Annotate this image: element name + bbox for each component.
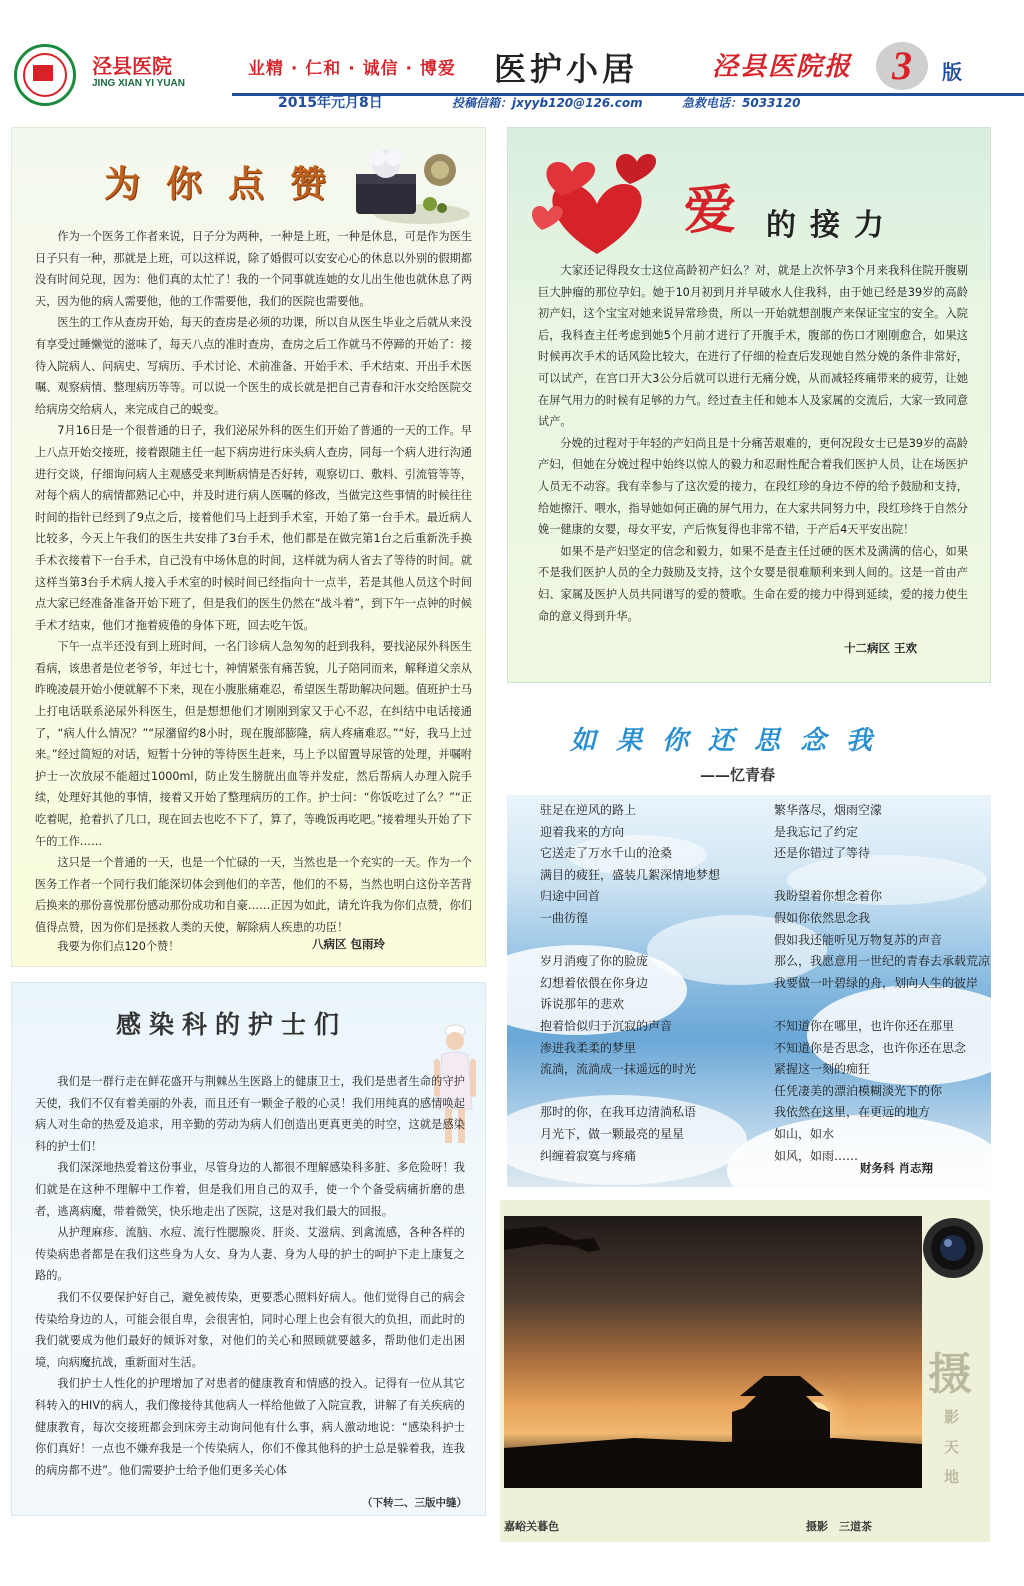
poem-line: 满目的疲狂，盛装几絮深情地梦想 bbox=[540, 867, 721, 882]
poem-line: 我要做一叶碧绿的舟，划向人生的彼岸 bbox=[774, 975, 979, 990]
article-closing: 我要为你们点120个赞！ bbox=[57, 940, 180, 953]
section-title: 医护小居 bbox=[494, 50, 639, 88]
paragraph: 我们护士人性化的护理增加了对患者的健康教育和情感的投入。记得有一位从其它科转入的HIV的病人，我们像接待其他病人一样给他做了入院宣教，讲解了有关疾病的健康教育，每次交接班都会到床旁主动询问他有什么事，病人激动地说：“感染科护士你们真好！一点也不嫌弃我是一个传染病人，你们不像其他科的护士总是躲着我，连我的病房都不进”。他们需要护士给予他们更多关心体 bbox=[35, 1377, 465, 1477]
poem-line bbox=[774, 865, 990, 887]
poem-line: 幻想着依偎在你身边 bbox=[540, 975, 649, 990]
article-body bbox=[35, 226, 472, 939]
poem-line: 假如你依然思念我 bbox=[774, 910, 871, 925]
page-suffix: 版 bbox=[942, 60, 962, 84]
paragraph: 如果不是产妇坚定的信念和毅力，如果不是查主任过硬的医术及满满的信心，如果不是我们医护人员的全力鼓励及支持，这个女婴是很难顺利来到人间的。这是一首由产妇、家属及医护人员共同谱写的爱的赞歌。生命在爱的接力中得到延续，爱的接力使生命的意义得到升华。 bbox=[538, 544, 968, 623]
gift-box-illustration-icon bbox=[342, 134, 472, 226]
sunset-pavilion-photo bbox=[504, 1216, 922, 1488]
camera-lens-icon bbox=[920, 1206, 986, 1290]
paragraph: 作为一个医务工作者来说，日子分为两种，一种是上班，一种是休息，可是作为医生日子只有一种，那就是上班，可以这样说，除了婚假可以安安心心的休息以外别的假期都没有时间兑现，因为：他们真的太忙了！我的一个同事就连她的女儿出生他也就休息了两天，因为他的病人需要他，他的工作需要他，我们的医院也需要他。 bbox=[35, 230, 472, 308]
article-nurses bbox=[11, 982, 486, 1516]
poem-line: 那时的你，在我耳边清淌私语 bbox=[540, 1105, 697, 1120]
paragraph: 下午一点半还没有到上班时间，一名门诊病人急匆匆的赶到我科，要找泌尿外科医生看病，该患者是位老爷爷，年过七十，神情紧张有痛苦貌，儿子陪同而来，解释道父亲从昨晚凌晨开始小便就解不下来，现在小腹胀痛难忍，希望医生帮助解决问题。值班护士马上打电话联系泌尿外科医生，但是想想他们才刚刚到家又于心不忍，在纠结中电话接通了，“病人什么情况？”“尿潴留约8小时，现在腹部膨隆，病人疼痛难忍。”“好，我马上过来。”经过简短的对话，短暂十分钟的等待医生赶来，马上予以留置导尿管的处理，并嘱咐护士一次放尿不能超过1000ml，防止发生膀胱出血等并发症，然后帮病人办理入院手续，处理好其他的事情，接着又开始了整理病历的工作。护士问：“你饭吃过了么？”“正吃着呢，抢着扒了几口，现在回去也吃不下了，算了，等晚饭再吃吧。”接着埋头开始了下午的工作…… bbox=[35, 640, 472, 848]
poem-line: 紧握这一刻的痴狂 bbox=[774, 1062, 871, 1077]
poem-line bbox=[774, 994, 990, 1016]
paragraph: 我们是一群行走在鲜花盛开与荆棘丛生医路上的健康卫士，我们是患者生命的守护天使，我们不仅有着美丽的外表，而且还有一颗金子般的心灵！我们用纯真的感情唤起病人对生命的热爱及追求，用辛勤的劳动为病人们创造出更真更美的时空，这就是感染科的护士们！ bbox=[35, 1075, 465, 1153]
paragraph: 分娩的过程对于年轻的产妇尚且是十分痛苦艰难的，更何况段女士已是39岁的高龄产妇，但她在分娩过程中始终以惊人的毅力和忍耐性配合着我们医护人员，让在场医护人员无不动容。我有幸参与了这次爱的接力，在段红珍的身边不停的给予鼓励和支持，给她擦汗、喂水，指导她如何正确的屏气用力，在大家共同努力中，段红珍终于自然分娩一健康的女婴，母女平安，产后恢复得也非常不错，于产后4天平安出院！ bbox=[538, 436, 968, 537]
poem-line: 纠缠着寂寞与疼痛 bbox=[540, 1148, 637, 1163]
poem-line: 我依然在这里，在更远的地方 bbox=[774, 1105, 931, 1120]
poem-line: 迎着我来的方向 bbox=[540, 824, 625, 839]
article-title: 感染科的护士们 bbox=[116, 1010, 348, 1039]
article-title: 的接力 bbox=[766, 208, 898, 243]
paragraph: 我们深深地热爱着这份事业，尽管身边的人都很不理解感染科多脏、多危险呀！我们就是在这种不理解中工作着，但是我们用自己的双手，使一个个备受病痛折磨的患者，逃离病魔，带着微笑，快乐地走出了医院，这是对我们最大的回报。 bbox=[35, 1161, 465, 1218]
hospital-english-name: JING XIAN YI YUAN bbox=[92, 78, 185, 89]
poem-line: 任凭凄美的漂泊模糊淡光下的你 bbox=[774, 1083, 943, 1098]
poem-line: 繁华落尽，烟雨空濛 bbox=[774, 803, 883, 817]
poem-line: 假如我还能听见万物复苏的声音 bbox=[774, 932, 943, 947]
photo-credit: 摄影 三道茶 bbox=[806, 1520, 872, 1533]
paragraph: 这只是一个普通的一天，也是一个忙碌的一天，当然也是一个充实的一天。作为一个医务工作者一个同行我们能深切体会到他们的辛苦，他们的不易，当然也明白这份辛苦背后换来的那份喜悦那份感动那份成功和自豪……正因为如此，请允许我为你们点赞，你们值得点赞，因为你们是拯救人类的天使，解除病人疾患的功臣！ bbox=[35, 856, 472, 934]
column-title-rest: 影天地 bbox=[944, 1408, 960, 1486]
poem-line: 渗进我柔柔的梦里 bbox=[540, 1040, 637, 1055]
paragraph: 从护理麻疹、流脑、水痘、流行性腮腺炎、肝炎、艾滋病、到禽流感，各种各样的传染病患者都是在我们这些身为人女、身为人妻、身为人母的护士的呵护下走上康复之路的。 bbox=[35, 1226, 465, 1283]
poem-line: 我盼望着你想念着你 bbox=[774, 889, 883, 904]
hearts-illustration-icon bbox=[522, 144, 672, 264]
poem-line: 流淌，流淌成一抹遥远的时光 bbox=[540, 1062, 697, 1077]
poem-title: 如果你还思念我 bbox=[570, 726, 893, 756]
poem-line: 归途中回首 bbox=[540, 889, 601, 904]
poem-line: 抱着恰似归于沉寂的声音 bbox=[540, 1018, 673, 1033]
emergency-hotline: 急救电话：5033120 bbox=[682, 96, 801, 110]
page-number: 3 bbox=[892, 43, 912, 88]
issue-date: 2015年元月8日 bbox=[278, 95, 383, 111]
poem-signature: 财务科 肖志翔 bbox=[860, 1161, 934, 1175]
poem-line: 诉说那年的悲欢 bbox=[540, 997, 625, 1012]
continued-note: （下转二、三版中缝） bbox=[362, 1497, 467, 1509]
article-signature: 十二病区 王欢 bbox=[844, 641, 918, 655]
article-body bbox=[35, 1071, 465, 1481]
poem-subtitle: ——忆青春 bbox=[700, 766, 776, 784]
poem-line bbox=[540, 930, 720, 952]
poem-line: 那么，我愿意用一世纪的青春去承载荒凉 bbox=[774, 954, 991, 969]
article-title: 为你点赞 bbox=[104, 163, 353, 205]
poem-left-column bbox=[540, 800, 720, 1167]
paragraph: 我们不仅要保护好自己，避免被传染，更要悉心照料好病人。他们觉得自己的病会传染给身边的人，可能会很自卑，会很害怕，同时心理上也会有很大的负担，而此时的我们就要成为他们最好的倾诉对象，对他们的关心和照顾就要越多，帮助他们走出困境，向病魔抗战，重新面对生活。 bbox=[35, 1290, 465, 1369]
article-praise bbox=[11, 127, 486, 967]
poem-line: 它送走了万水千山的沧桑 bbox=[540, 846, 673, 861]
paragraph: 大家还记得段女士这位高龄初产妇么？对，就是上次怀孕3个月来我科住院开腹剔巨大肿瘤的那位孕妇。她于10月初到月并早破水人住我科，由于她已经是39岁的高龄初产妇，这个宝宝对她来说异常珍贵，所以一开始就想剖腹产来保证宝宝的安全。入院后，我科查主任考虑到她5个月前才进行了开腹手术，腹部的伤口才刚刚愈合，如果这时候再次手术的话风险比较大，在进行了仔细的检查后发现她自然分娩的条件非常好，可以试产，在宫口开大3公分后就可以进行无痛分娩，从而减轻疼痛带来的疲劳，让她在屏气用力的时候有足够的力气。经过查主任和她本人及家属的交流后，大家一致同意试产。 bbox=[538, 264, 968, 429]
article-love-relay bbox=[507, 127, 991, 683]
poem-line: 不知道你是否思念，也许你还在思念 bbox=[774, 1040, 967, 1055]
poem-line: 月光下，做一颗最亮的星星 bbox=[540, 1126, 685, 1141]
submission-email: 投稿信箱：jxyyb120@126.com bbox=[452, 96, 643, 110]
poem-line: 一曲彷徨 bbox=[540, 910, 589, 925]
hospital-motto: 业精 · 仁和 · 诚信 · 博爱 bbox=[248, 59, 456, 79]
hospital-logo-icon bbox=[14, 44, 76, 106]
column-title-big: 摄 bbox=[928, 1349, 972, 1400]
poem-line: 还是你错过了等待 bbox=[774, 846, 871, 861]
article-body bbox=[538, 260, 968, 627]
hospital-name: 泾县医院 bbox=[92, 54, 172, 78]
article-signature: 八病区 包雨玲 bbox=[312, 937, 386, 951]
poem-line: 岁月消瘦了你的脸庞 bbox=[540, 954, 649, 969]
poem-line bbox=[540, 1081, 720, 1103]
paragraph: 7月16日是一个很普通的日子，我们泌尿外科的医生们开始了普通的一天的工作。早上八点开始交接班，接着跟随主任一起下病房进行床头病人查房，同每一个病人进行沟通进行交谈，仔细询问病人主观感受来判断病情是否好转，观察切口、敷料、引流管等等，对每个病人的病情都熟记心中，并及时进行病人医嘱的修改，当做完这些事情的时候往往时间的指针已经到了9点之后，接着他们马上赶到手术室，开始了第一台手术。最近病人比较多，今天上午我们的医生共安排了3台手术，他们都是在做完第1台之后重新洗手换手术衣接着下一台手术，自己没有中场休息的时间，这样就为病人省去了等待的时间。就这样当第3台手术病人接入手术室的时候时间已经指向十一点半，若是其他人员这个时间点大家已经准备准备开始下班了，但是我们的医生仍然在“战斗着”，到下午一点钟的时候手术才结束，他们才拖着疲倦的身体下班，回去吃午饭。 bbox=[35, 424, 472, 632]
paragraph: 医生的工作从查房开始，每天的查房是必须的功课，所以自从医生毕业之后就从来没有享受过睡懒觉的滋味了，每天八点的准时查房，查房之后工作就马不停蹄的开始了：接待入院病人、问病史、写病历、手术讨论、术前准备、开始手术、手术结束、开出手术医嘱、观察病情、整理病历等等。可以说一个医生的成长就是把自己青春和汗水交给医院交给病房交给病人，来完成自己的蜕变。 bbox=[35, 316, 472, 416]
photo-caption: 嘉峪关暮色 bbox=[504, 1520, 559, 1533]
poem-line: 如风，如雨…… bbox=[774, 1148, 859, 1163]
poem-line: 如山，如水 bbox=[774, 1126, 835, 1141]
poem-line: 不知道你在哪里，也许你还在那里 bbox=[774, 1018, 955, 1033]
newspaper-name: 泾县医院报 bbox=[712, 52, 853, 82]
masthead bbox=[0, 0, 1024, 120]
poem-line: 驻足在逆风的路上 bbox=[540, 803, 637, 817]
poem-line: 是我忘记了约定 bbox=[774, 824, 859, 839]
poem-right-column bbox=[774, 800, 990, 1167]
title-love-character: 爱 bbox=[684, 180, 737, 241]
